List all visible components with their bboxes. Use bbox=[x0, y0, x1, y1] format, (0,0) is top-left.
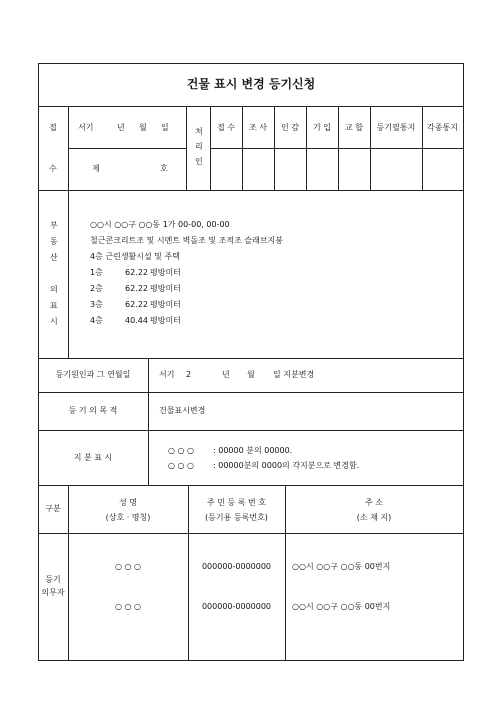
floor-2-label: 2층 bbox=[90, 284, 103, 293]
step-notice-complete: 등기필통지 bbox=[376, 123, 416, 132]
table-address-header: 주 소 bbox=[365, 498, 383, 507]
reception-date-day: 일 bbox=[161, 123, 169, 132]
table-category-header: 구분 bbox=[45, 504, 61, 513]
divider-table-header-bottom bbox=[38, 533, 464, 534]
table-row-1-address: ○○시 ○○구 ○○동 00번지 bbox=[292, 562, 391, 571]
property-label-char-3: 산 bbox=[50, 253, 58, 262]
property-label-char-6: 표 bbox=[50, 301, 58, 310]
step-gyohap: 교 합 bbox=[345, 123, 363, 132]
step-divider-6 bbox=[422, 106, 423, 190]
property-address-line: ○○시 ○○구 ○○동 1가 00-00, 00-00 bbox=[90, 220, 230, 229]
property-structure-line: 철근콘크리트조 및 시멘트 벽돌조 및 조적조 슬래브지붕 bbox=[90, 236, 283, 245]
floor-1-label: 1층 bbox=[90, 268, 103, 277]
table-name-divider bbox=[188, 485, 189, 660]
reception-label-jeop: 접 bbox=[49, 123, 57, 132]
divider-purpose-top bbox=[38, 392, 464, 393]
obligor-label-line-1: 등기 bbox=[45, 575, 61, 584]
share-line-1-text: : 00000 분의 00000. bbox=[213, 446, 293, 455]
processor-char-3: 인 bbox=[195, 157, 203, 166]
table-row-2-address: ○○시 ○○구 ○○동 00번지 bbox=[292, 602, 391, 611]
step-divider-5 bbox=[370, 106, 371, 190]
floor-4-area: 40.44 bbox=[125, 316, 148, 325]
floor-3-unit: 평방미터 bbox=[150, 300, 181, 309]
reception-date-year: 년 bbox=[117, 123, 125, 132]
reception-date-divider bbox=[186, 106, 187, 190]
share-line-2-marks: ○ ○ ○ bbox=[168, 461, 195, 470]
floor-2-unit: 평방미터 bbox=[150, 284, 181, 293]
step-ingam: 인 감 bbox=[281, 123, 299, 132]
divider-share-top bbox=[38, 430, 464, 431]
label-column-divider bbox=[148, 358, 149, 485]
property-label-char-1: 부 bbox=[50, 221, 58, 230]
table-id-divider bbox=[285, 485, 286, 660]
reception-number-suffix: 호 bbox=[160, 164, 168, 173]
table-row-2-name: ○ ○ ○ bbox=[114, 602, 142, 611]
processor-char-1: 처 bbox=[195, 127, 203, 136]
share-line-2-text: : 00000분의 0000의 각지분으로 변경함. bbox=[213, 461, 360, 470]
reception-number-label: 제 bbox=[92, 164, 100, 173]
step-divider-4 bbox=[338, 106, 339, 190]
purpose-label: 등 기 의 목 적 bbox=[68, 406, 118, 415]
frame-left bbox=[38, 63, 39, 661]
divider-table-top bbox=[38, 485, 464, 486]
step-notice-various: 각종통지 bbox=[427, 123, 458, 132]
cause-year: 년 bbox=[222, 370, 230, 379]
reception-label-su: 수 bbox=[49, 164, 57, 173]
frame-right bbox=[463, 63, 464, 661]
divider-cause-top bbox=[38, 358, 464, 359]
page-title: 건물 표시 변경 등기신청 bbox=[186, 77, 316, 91]
floor-2-area: 62.22 bbox=[125, 284, 148, 293]
step-jeopsu: 접 수 bbox=[217, 123, 235, 132]
cause-label: 등기원인과 그 연월일 bbox=[55, 370, 131, 379]
table-row-1-name: ○ ○ ○ bbox=[114, 562, 142, 571]
floor-3-area: 62.22 bbox=[125, 300, 148, 309]
reception-mid-left bbox=[68, 148, 186, 149]
share-line-1-marks: ○ ○ ○ bbox=[168, 446, 195, 455]
cause-month: 월 bbox=[247, 370, 255, 379]
divider-reception-top bbox=[38, 106, 464, 107]
property-label-char-5: 의 bbox=[50, 285, 58, 294]
table-address-subheader: (소 재 지) bbox=[356, 513, 392, 522]
floor-1-unit: 평방미터 bbox=[150, 268, 181, 277]
table-id-header: 주 민 등 록 번 호 bbox=[206, 498, 267, 507]
frame-bottom bbox=[38, 660, 464, 661]
property-label-char-2: 동 bbox=[50, 237, 58, 246]
cause-era: 서기 bbox=[159, 370, 175, 379]
property-label-divider bbox=[68, 190, 69, 358]
step-divider-1 bbox=[242, 106, 243, 190]
table-row-1-id: 000000-0000000 bbox=[201, 562, 272, 571]
step-divider-2 bbox=[274, 106, 275, 190]
cause-year-prefix: 2 bbox=[186, 370, 192, 379]
processor-char-2: 리 bbox=[195, 142, 203, 151]
step-divider-3 bbox=[306, 106, 307, 190]
table-row-2-id: 000000-0000000 bbox=[201, 602, 272, 611]
floor-4-unit: 평방미터 bbox=[150, 316, 181, 325]
table-name-header: 성 명 bbox=[119, 498, 137, 507]
table-id-subheader: (등기용 등록번호) bbox=[205, 513, 268, 522]
property-label-char-7: 시 bbox=[50, 317, 58, 326]
property-use-line: 4층 근린생활시설 및 주택 bbox=[90, 252, 180, 261]
step-giip: 기 입 bbox=[313, 123, 331, 132]
floor-4-label: 4층 bbox=[90, 316, 103, 325]
share-label: 지 분 표 시 bbox=[73, 453, 113, 462]
table-name-subheader: (상호 · 명칭) bbox=[105, 513, 151, 522]
cause-day-text: 일 지분변경 bbox=[273, 370, 315, 379]
floor-3-label: 3층 bbox=[90, 300, 103, 309]
reception-mid-right bbox=[210, 148, 464, 149]
obligor-label-line-2: 의무자 bbox=[41, 588, 65, 597]
reception-date-month: 월 bbox=[139, 123, 147, 132]
divider-property-top bbox=[38, 190, 464, 191]
floor-1-area: 62.22 bbox=[125, 268, 148, 277]
purpose-value: 건물표시변경 bbox=[159, 406, 206, 415]
reception-date-era: 서기 bbox=[78, 123, 94, 132]
step-josa: 조 사 bbox=[249, 123, 267, 132]
table-category-divider bbox=[68, 485, 69, 660]
frame-top bbox=[38, 63, 464, 64]
